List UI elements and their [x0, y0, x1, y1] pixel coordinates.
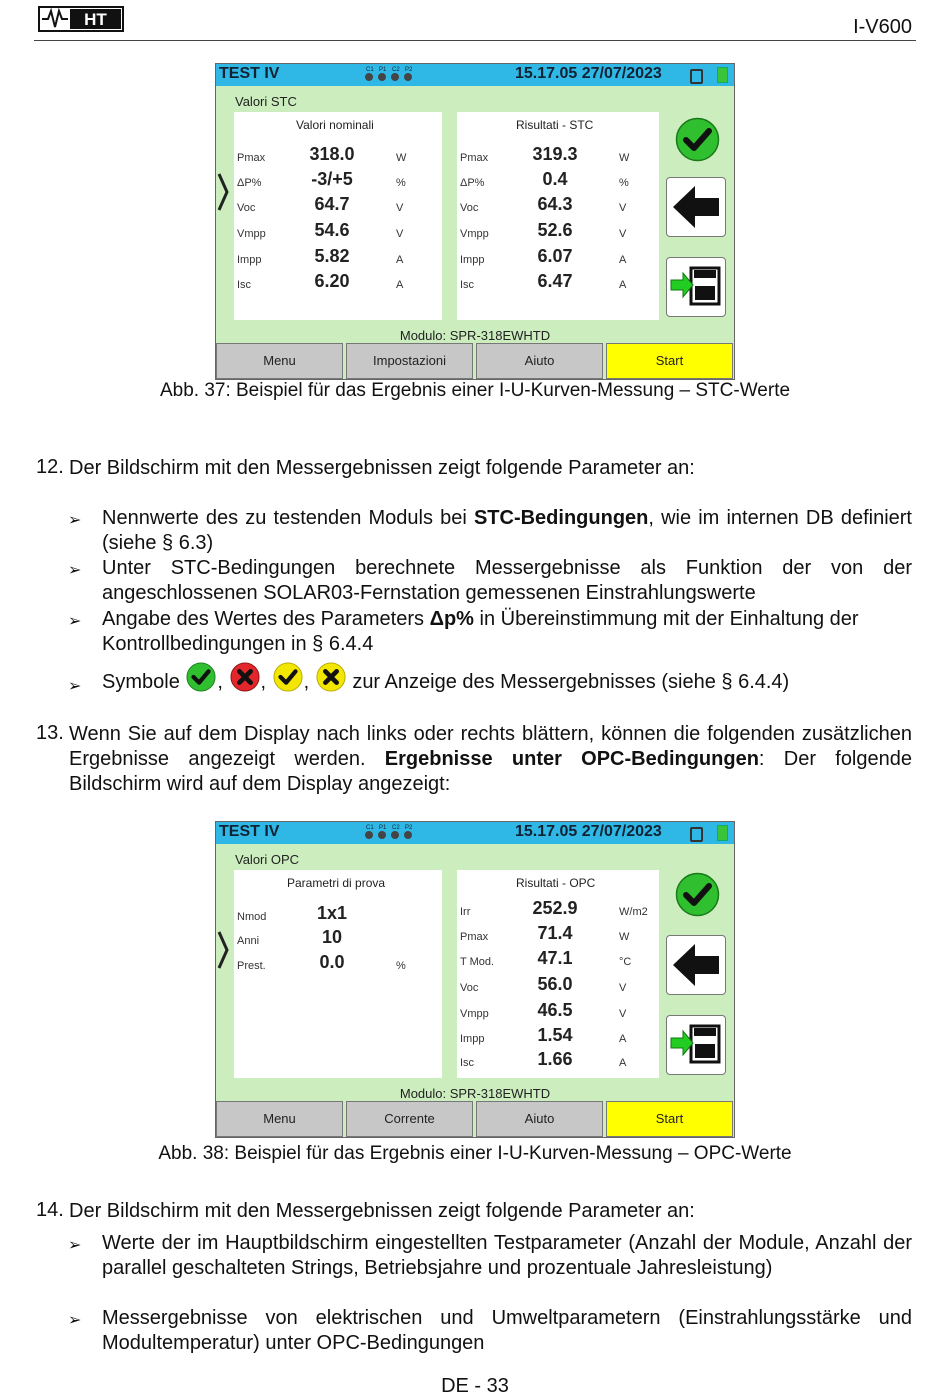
section-title: Valori OPC [235, 852, 300, 867]
date-time: 15.17.05 27/07/2023 [515, 65, 662, 82]
table-row: Pmax 71.4 W [460, 923, 630, 943]
check-yellow-icon [272, 662, 304, 692]
svg-text:P2: P2 [405, 67, 413, 73]
panel-header: Valori nominali [296, 118, 374, 132]
start-button[interactable]: Start [606, 1101, 733, 1137]
panel-header: Risultati - STC [516, 118, 594, 132]
bullet-text: Angabe des Wertes des Parameters Δp% in Übereinstimmung mit der Einhaltung der Kontrollbedingungen in § 6.4.4 [102, 608, 859, 655]
list-number: 13. [36, 722, 64, 744]
cross-yellow-icon [315, 662, 347, 692]
result-ok-icon [675, 872, 720, 917]
softkey-bar [216, 343, 734, 379]
table-row: T Mod. 47.1 °C [460, 948, 632, 968]
module-name: Modulo: SPR-318EWHTD [399, 1086, 551, 1101]
table-row: ΔP% 0.4 % [460, 169, 629, 189]
panel-header: Parametri di prova [287, 876, 386, 890]
save-memory-icon [667, 258, 725, 316]
svg-text:C1: C1 [366, 825, 374, 831]
cross-red-icon [229, 662, 261, 692]
start-button[interactable]: Start [606, 343, 733, 379]
device-screen-opc [215, 821, 735, 1138]
save-button[interactable] [666, 1015, 726, 1075]
battery-icon [717, 825, 728, 841]
lock-icon [690, 69, 703, 84]
svg-text:C1: C1 [366, 67, 374, 73]
save-button[interactable] [666, 257, 726, 317]
paragraph: Der Bildschirm mit den Messergebnissen zeigt folgende Parameter an: [69, 1200, 695, 1222]
bullet-text: Symbole , , , zur Anzeige des Messergebnisses (siehe § 6.4.4) [102, 662, 912, 702]
panel-header: Risultati - OPC [516, 876, 596, 890]
table-row: Impp 5.82 A [237, 246, 404, 266]
settings-button[interactable]: Impostazioni [346, 343, 473, 379]
nominal-values-panel [234, 112, 442, 320]
svg-text:C2: C2 [392, 825, 400, 831]
bullet-text: Nennwerte des zu testenden Moduls bei STC-Bedingungen, wie im internen DB definiert (siehe § 6.3) [102, 507, 912, 554]
table-row: Voc 64.3 V [460, 194, 627, 214]
table-row: Voc 56.0 V [460, 974, 627, 994]
bullet-text: Werte der im Hauptbildschirm eingestellten Testparameter (Anzahl der Module, Anzahl der parallel geschalteten Strings, Betriebsjahre und prozentuale Jahresleistung) [102, 1232, 912, 1279]
bullet-icon: ➢ [68, 1312, 82, 1329]
paragraph: Der Bildschirm mit den Messergebnissen zeigt folgende Parameter an: [69, 457, 695, 479]
lock-icon [690, 827, 703, 842]
svg-text:C2: C2 [392, 67, 400, 73]
bullet-text: Unter STC-Bedingungen berechnete Messergebnisse als Funktion der von der angeschlossenen SOLAR03-Fernstation gemessenen Einstrahlungswerte [102, 557, 912, 604]
table-row: Nmod 1x1 [237, 903, 348, 923]
table-row: Anni 10 [237, 927, 343, 947]
bullet-icon: ➢ [68, 562, 82, 579]
table-row: Isc 6.47 A [460, 271, 627, 291]
table-row: Prest. 0.0 % [237, 952, 406, 972]
brand-text: HT [84, 10, 107, 29]
table-row: Impp 1.54 A [460, 1025, 627, 1045]
section-title: Valori STC [235, 94, 297, 109]
back-button[interactable] [666, 935, 726, 995]
help-button[interactable]: Aiuto [476, 1101, 603, 1137]
table-row: Vmpp 54.6 V [237, 220, 404, 240]
battery-icon [717, 67, 728, 83]
screen-title: TEST IV [219, 65, 280, 82]
header-divider [34, 40, 916, 41]
bullet-icon: ➢ [68, 613, 82, 630]
menu-button[interactable]: Menu [216, 1101, 343, 1137]
bullet-text: Messergebnisse von elektrischen und Umweltparametern (Einstrahlungsstärke und Modultemperatur) unter OPC-Bedingungen [102, 1307, 912, 1354]
model-name: I-V600 [853, 16, 912, 38]
help-button[interactable]: Aiuto [476, 343, 603, 379]
screen-title: TEST IV [219, 823, 280, 840]
arrow-left-icon [667, 178, 725, 236]
list-number: 12. [36, 456, 64, 478]
check-green-icon [185, 662, 217, 692]
current-button[interactable]: Corrente [346, 1101, 473, 1137]
result-ok-icon [675, 117, 720, 162]
bullet-icon: ➢ [68, 512, 82, 529]
bullet-icon: ➢ [68, 678, 82, 695]
back-button[interactable] [666, 177, 726, 237]
svg-text:P2: P2 [405, 825, 413, 831]
svg-text:P1: P1 [379, 67, 387, 73]
channel-indicators-icon [362, 65, 414, 83]
table-row: Vmpp 52.6 V [460, 220, 627, 240]
stc-results-panel [457, 112, 659, 320]
save-memory-icon [667, 1016, 725, 1074]
figure-caption: Abb. 37: Beispiel für das Ergebnis einer I-U-Kurven-Messung – STC-Werte [159, 380, 791, 401]
table-row: Vmpp 46.5 V [460, 1000, 627, 1020]
softkey-bar [216, 1101, 734, 1137]
table-row: Impp 6.07 A [460, 246, 627, 266]
svg-text:P1: P1 [379, 825, 387, 831]
arrow-left-icon [667, 936, 725, 994]
scroll-chevron-icon[interactable] [216, 172, 230, 212]
module-name: Modulo: SPR-318EWHTD [399, 328, 551, 343]
table-row: Isc 1.66 A [460, 1049, 627, 1069]
test-parameters-panel [234, 870, 442, 1078]
opc-results-panel [457, 870, 659, 1078]
paragraph: Wenn Sie auf dem Display nach links oder rechts blättern, können die folgenden zusätzlichen Ergebnisse angezeigt werden. Ergebnisse unter OPC-Bedingungen: Der folgende Bildschirm wird auf dem Display angezeigt: [69, 723, 912, 795]
menu-button[interactable]: Menu [216, 343, 343, 379]
figure-caption: Abb. 38: Beispiel für das Ergebnis einer I-U-Kurven-Messung – OPC-Werte [158, 1143, 792, 1164]
bullet-icon: ➢ [68, 1237, 82, 1254]
table-row: Irr 252.9 W/m2 [460, 898, 648, 918]
date-time: 15.17.05 27/07/2023 [515, 823, 662, 840]
page-number: DE - 33 [441, 1375, 509, 1397]
table-row: Isc 6.20 A [237, 271, 404, 291]
table-row: Pmax 319.3 W [460, 144, 630, 164]
table-row: ΔP% -3/+5 % [237, 169, 406, 189]
ht-logo [38, 6, 124, 32]
table-row: Pmax 318.0 W [237, 144, 407, 164]
table-row: Voc 64.7 V [237, 194, 404, 214]
scroll-chevron-icon[interactable] [216, 930, 230, 970]
channel-indicators-icon [362, 823, 414, 841]
device-screen-stc [215, 63, 735, 380]
list-number: 14. [36, 1199, 64, 1221]
